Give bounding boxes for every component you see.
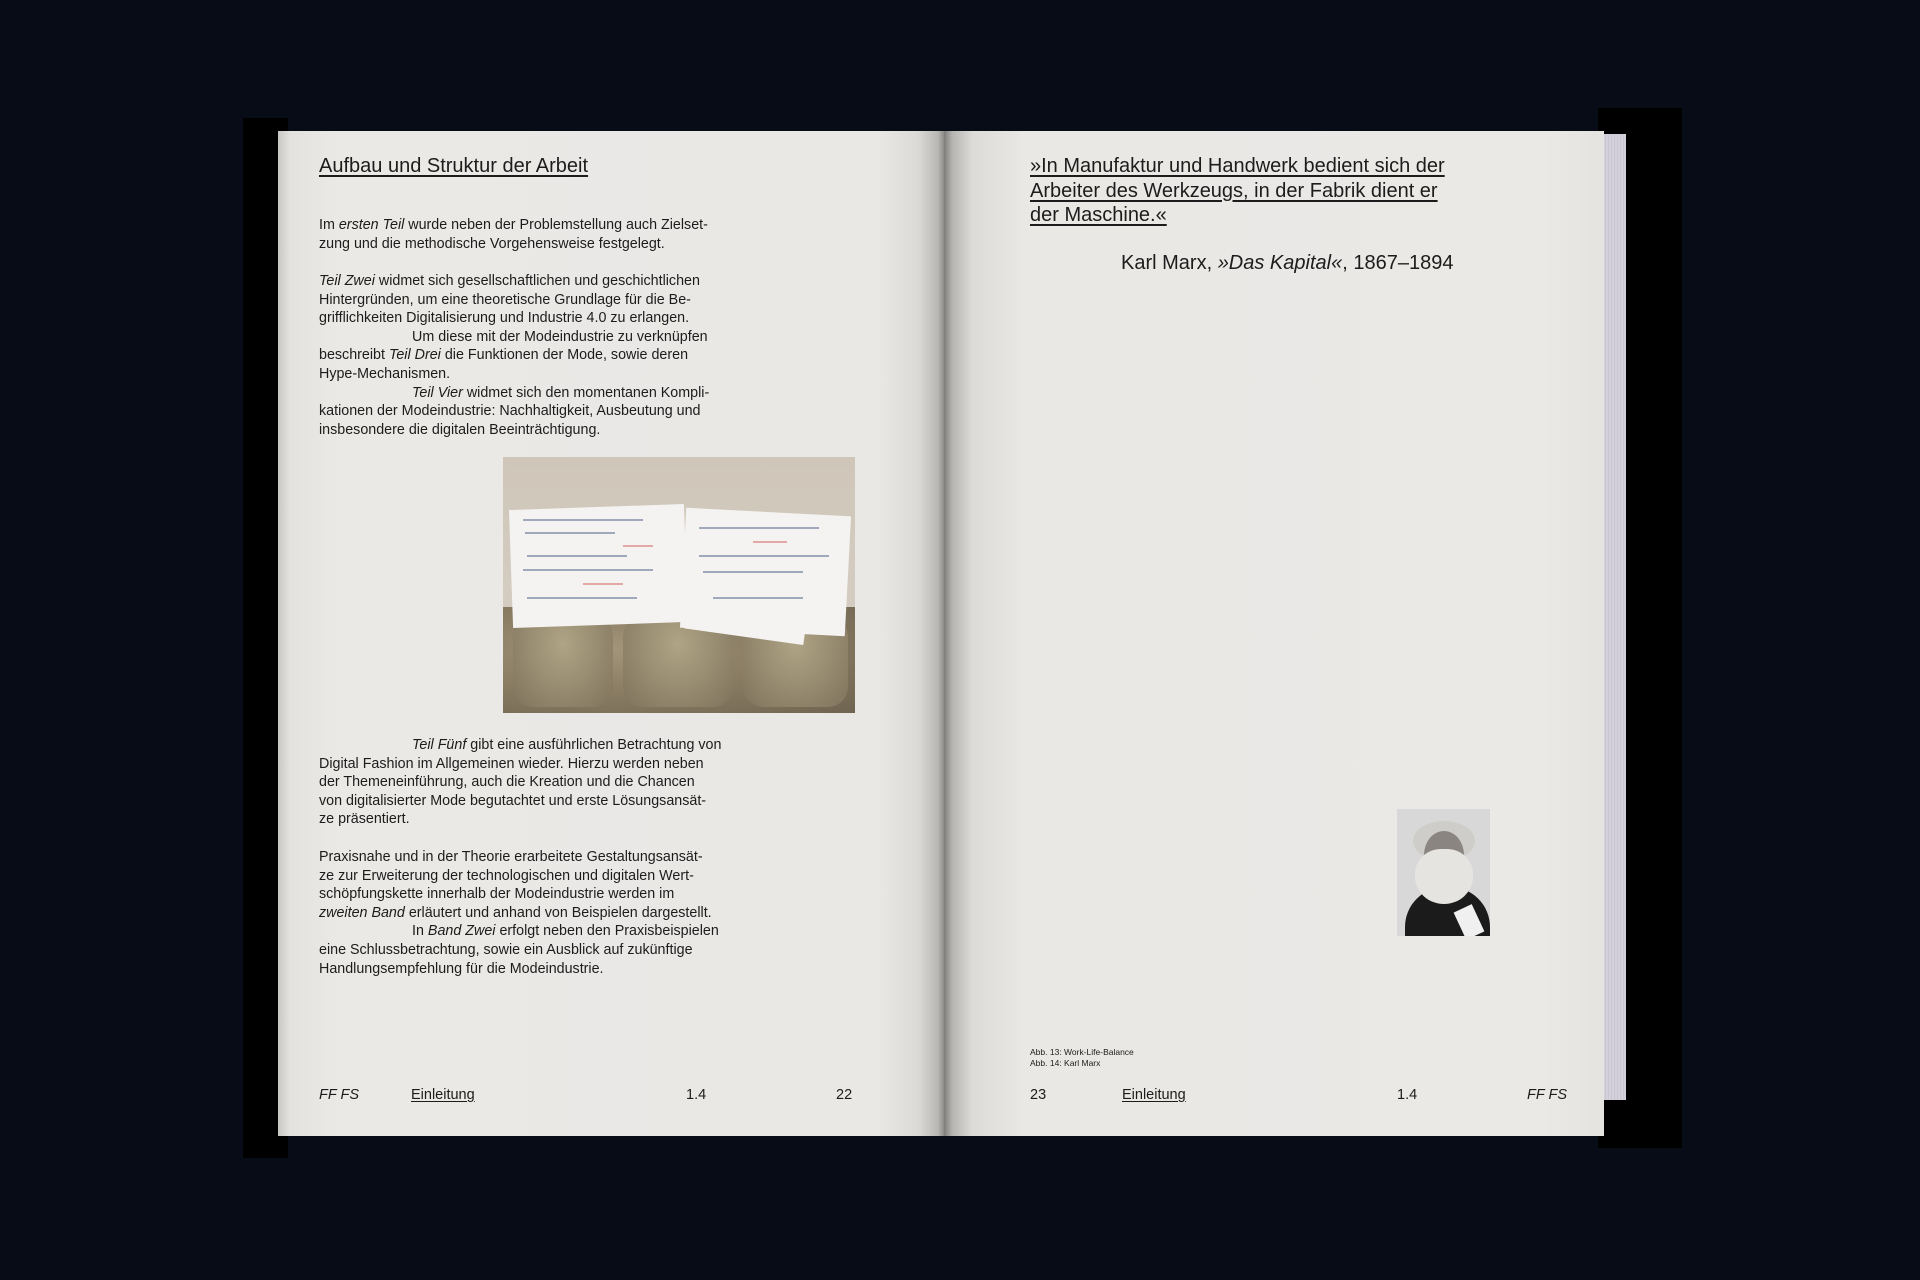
right-page xyxy=(944,131,1604,1136)
marx-quote: »In Manufaktur und Handwerk bedient sich der Arbeiter des Werkzeugs, in der Fabrik dient er der Maschine.« xyxy=(1030,155,1445,226)
paragraph-2: Teil Zwei widmet sich gesellschaftlichen und geschichtlichen Hintergründen, um eine theoretische Grundlage für die Be- grifflichkeiten Digitalisierung und Industrie 4.0 zu erlangen. Um diese mit der Modeindustrie zu verknüpfen beschreibt Teil Drei die Funktionen der Mode, sowie deren Hype-Mechanismen. Teil Vier widmet sich den momentanen Kompli- kationen der Modeindustrie: Nachhaltigkeit, Ausbeutung und insbesondere die digitalen Beeinträchtigung. xyxy=(319,273,710,438)
karl-marx-portrait xyxy=(1397,809,1490,936)
right-page-number: 23 xyxy=(1030,1087,1047,1103)
quote-attribution: Karl Marx, »Das Kapital«, 1867–1894 xyxy=(1121,252,1454,274)
left-footer-mark: FF FS xyxy=(319,1087,360,1103)
paragraph-3: Teil Fünf gibt eine ausführlichen Betrachtung von Digital Fashion im Allgemeinen wieder. Hierzu werden neben der Themeneinführung, auch die Kreation und die Chancen von digitalisierter Mode begutachtet und erste Lösungsansät- ze präsentiert. xyxy=(319,737,722,828)
left-footer-chapter: 1.4 xyxy=(686,1087,707,1103)
left-footer-section: Einleitung xyxy=(411,1087,475,1103)
work-life-balance-photo xyxy=(503,457,855,713)
right-footer-section: Einleitung xyxy=(1122,1087,1186,1103)
left-page-number: 22 xyxy=(836,1087,853,1103)
right-footer-chapter: 1.4 xyxy=(1397,1087,1418,1103)
right-footer-mark: FF FS xyxy=(1527,1087,1568,1103)
figure-captions: Abb. 13: Work-Life-Balance Abb. 14: Karl Marx xyxy=(1030,1047,1134,1068)
page-edges xyxy=(1604,134,1626,1100)
paragraph-1: Im ersten Teil wurde neben der Problemstellung auch Zielset- zung und die methodische Vorgehensweise festgelegt. xyxy=(319,217,708,252)
left-page-title: Aufbau und Struktur der Arbeit xyxy=(319,155,589,177)
paragraph-4: Praxisnahe und in der Theorie erarbeitete Gestaltungsansät- ze zur Erweiterung der technologischen und digitalen Wert- schöpfungskette innerhalb der Modeindustrie werden im zweiten Band erläutert und anhand von Beispielen dargestellt. In Band Zwei erfolgt neben den Praxisbeispielen eine Schlussbetrachtung, sowie ein Ausblick auf zukünftige Handlungsempfehlung für die Modeindustrie. xyxy=(319,849,719,977)
